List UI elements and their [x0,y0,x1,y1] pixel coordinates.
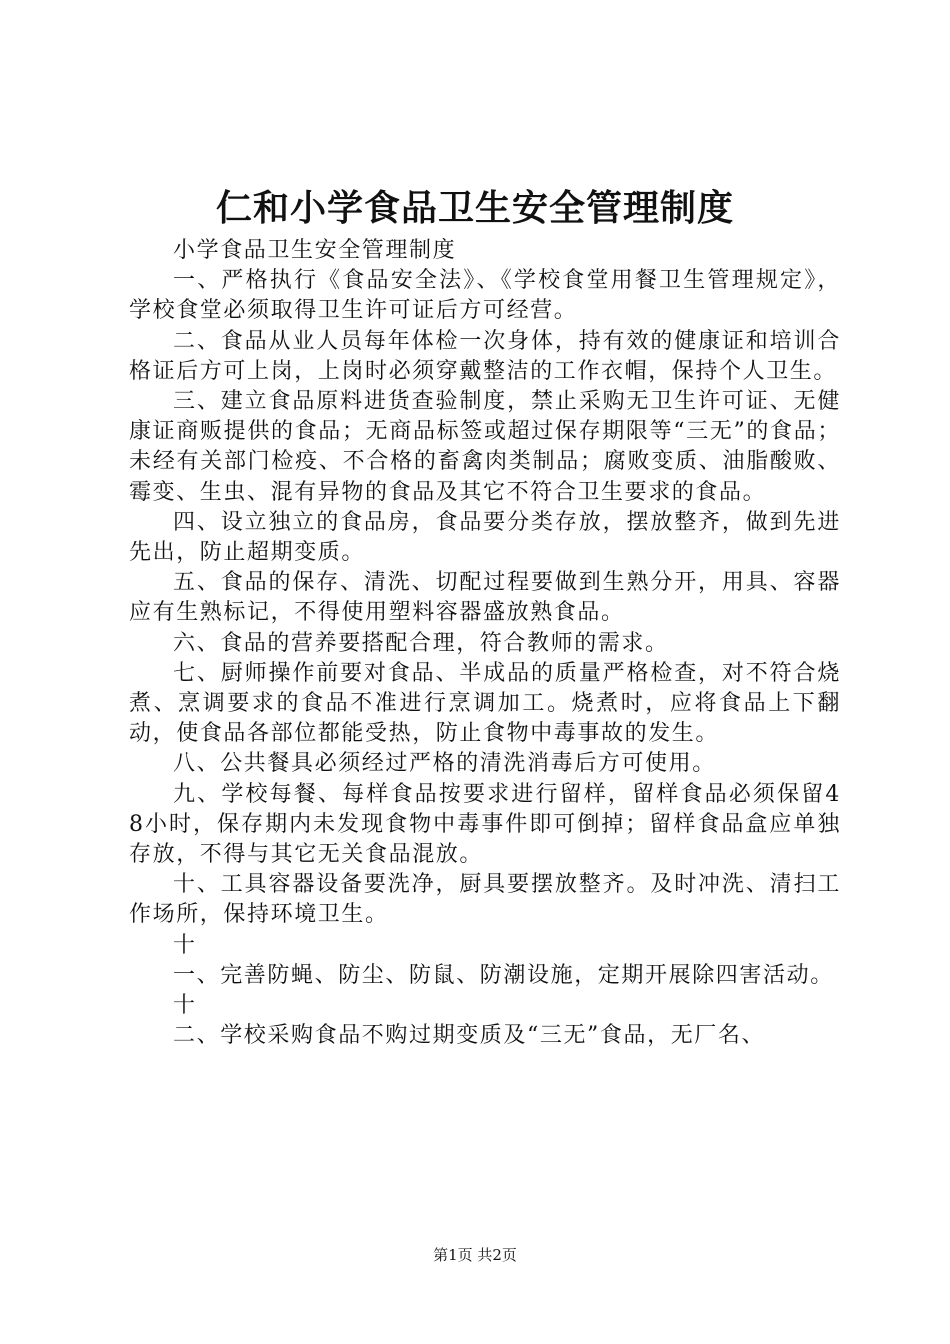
paragraph: 十、工具容器设备要洗净，厨具要摆放整齐。及时冲洗、清扫工作场所，保持环境卫生。 [129,872,841,928]
paragraph: 三、建立食品原料进货查验制度，禁止采购无卫生许可证、无健康证商贩提供的食品；无商品标签或超过保存期限等“三无”的食品；未经有关部门检疫、不合格的畜禽肉类制品；腐败变质、油脂酸败、霉变、生虫、混有异物的食品及其它不符合卫生要求的食品。 [129,389,841,505]
paragraph: 十 [173,993,197,1019]
paragraph: 五、食品的保存、清洗、切配过程要做到生熟分开，用具、容器应有生熟标记，不得使用塑料容器盛放熟食品。 [129,570,841,626]
paragraph: 一、严格执行《食品安全法》、《学校食堂用餐卫生管理规定》，学校食堂必须取得卫生许可证后方可经营。 [129,268,841,324]
paragraph: 四、设立独立的食品房，食品要分类存放，摆放整齐，做到先进先出，防止超期变质。 [129,509,841,566]
paragraph: 二、学校采购食品不购过期变质及“三无”食品，无厂名、 [173,1023,766,1049]
page-footer: 第1页 共2页 [433,1246,517,1264]
paragraph: 六、食品的营养要搭配合理，符合教师的需求。 [173,630,669,656]
paragraph: 一、完善防蝇、防尘、防鼠、防潮设施，定期开展除四害活动。 [173,962,834,988]
document-body [129,236,841,1051]
paragraph: 七、厨师操作前要对食品、半成品的质量严格检查，对不符合烧煮、烹调要求的食品不准进行烹调加工。烧煮时，应将食品上下翻动，使食品各部位都能受热，防止食物中毒事故的发生。 [129,660,841,747]
paragraph: 二、食品从业人员每年体检一次身体，持有效的健康证和培训合格证后方可上岗，上岗时必须穿戴整洁的工作衣帽，保持个人卫生。 [129,328,841,384]
paragraph: 九、学校每餐、每样食品按要求进行留样，留样食品必须保留48小时，保存期内未发现食物中毒事件即可倒掉；留样食品盒应单独存放，不得与其它无关食品混放。 [129,781,841,868]
paragraph: 十 [173,932,197,958]
paragraph: 八、公共餐具必须经过严格的清洗消毒后方可使用。 [173,751,716,777]
document-title: 仁和小学食品卫生安全管理制度 [215,187,734,229]
paragraph: 小学食品卫生安全管理制度 [173,238,457,263]
